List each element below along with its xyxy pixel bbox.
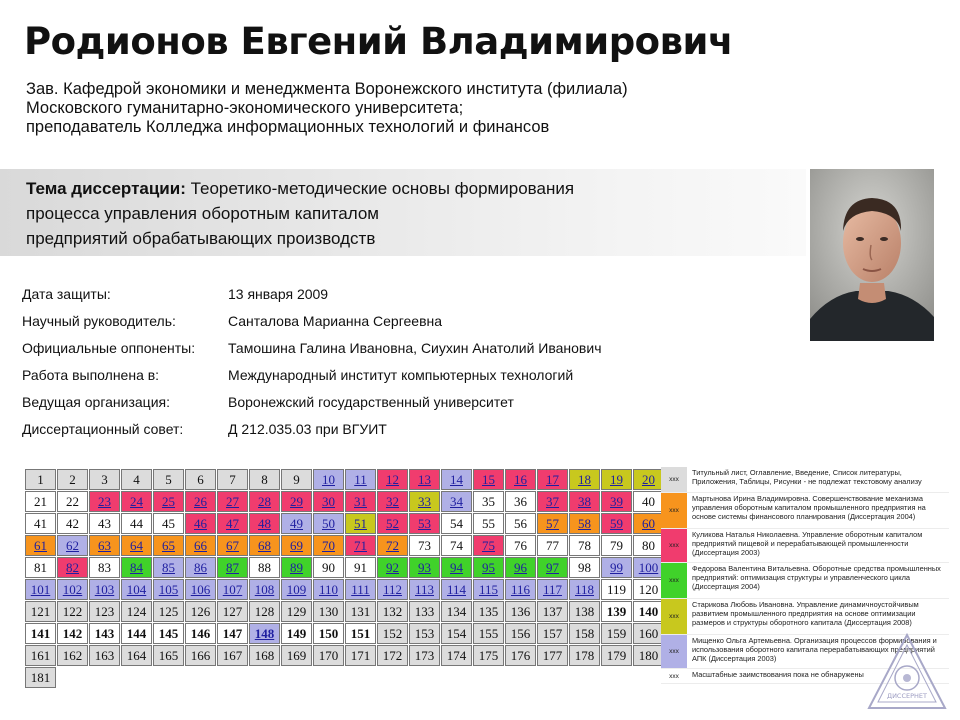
info-value: Международный институт компьютерных технологий (228, 367, 574, 383)
page-cell-22: 22 (57, 491, 88, 512)
topic-line: Теоретико-методические основы формирования (185, 179, 575, 198)
page-cell-21: 21 (25, 491, 56, 512)
legend-swatch: xxx (661, 563, 687, 598)
info-label: Работа выполнена в: (22, 367, 160, 383)
page-cell-138: 138 (569, 601, 600, 622)
page-cell-85[interactable]: 85 (153, 557, 184, 578)
page-cell-58[interactable]: 58 (569, 513, 600, 534)
page-cell-148[interactable]: 148 (249, 623, 280, 644)
page-cell-173: 173 (409, 645, 440, 666)
page-cell-43: 43 (89, 513, 120, 534)
page-cell-152: 152 (377, 623, 408, 644)
page-cell-44: 44 (121, 513, 152, 534)
legend-row (661, 467, 949, 493)
page-cell-16[interactable]: 16 (505, 469, 536, 490)
page-cell-73: 73 (409, 535, 440, 556)
page-cell-4: 4 (121, 469, 152, 490)
page-cell-104[interactable]: 104 (121, 579, 152, 600)
topic-label: Тема диссертации: (26, 179, 186, 198)
legend-text: Титульный лист, Оглавление, Введение, Список литературы, Приложения, Таблицы, Рисунки - не подлежат текстовому анализу (692, 468, 922, 486)
page-cell-100[interactable]: 100 (633, 557, 664, 578)
page-cell-168: 168 (249, 645, 280, 666)
page-cell-28[interactable]: 28 (249, 491, 280, 512)
legend-text: Куликова Наталья Николаевна. Управление оборотным капиталом предприятий пищевой и перерабатывающей промышленности (Диссертация 2003) (692, 530, 923, 557)
page-cell-19[interactable]: 19 (601, 469, 632, 490)
page-cell-1: 1 (25, 469, 56, 490)
page-cell-127: 127 (217, 601, 248, 622)
page-cell-42: 42 (57, 513, 88, 534)
info-label: Официальные оппоненты: (22, 340, 196, 356)
page-cell-178: 178 (569, 645, 600, 666)
page-cell-5: 5 (153, 469, 184, 490)
legend-row (661, 493, 949, 529)
page-cell-71[interactable]: 71 (345, 535, 376, 556)
page-cell-156: 156 (505, 623, 536, 644)
info-value: Д 212.035.03 при ВГУИТ (228, 421, 387, 437)
page-cell-126: 126 (185, 601, 216, 622)
page-cell-50[interactable]: 50 (313, 513, 344, 534)
page-cell-30[interactable]: 30 (313, 491, 344, 512)
page-cell-14[interactable]: 14 (441, 469, 472, 490)
page-cell-46[interactable]: 46 (185, 513, 216, 534)
page-cell-137: 137 (537, 601, 568, 622)
portrait-image (810, 169, 934, 341)
page-cell-72[interactable]: 72 (377, 535, 408, 556)
grid-row (25, 601, 664, 622)
page-cell-165: 165 (153, 645, 184, 666)
legend-swatch: xxx (661, 467, 687, 492)
page-cell-3: 3 (89, 469, 120, 490)
page-cell-114[interactable]: 114 (441, 579, 472, 600)
page-cell-112[interactable]: 112 (377, 579, 408, 600)
page-cell-105[interactable]: 105 (153, 579, 184, 600)
page-cell-177: 177 (537, 645, 568, 666)
page-cell-134: 134 (441, 601, 472, 622)
legend-text: Масштабные заимствования пока не обнаружены (692, 670, 864, 679)
page-cell-41: 41 (25, 513, 56, 534)
page-cell-147: 147 (217, 623, 248, 644)
page-cell-124: 124 (121, 601, 152, 622)
legend-swatch: xxx (661, 529, 687, 562)
page-cell-175: 175 (473, 645, 504, 666)
page-cell-23[interactable]: 23 (89, 491, 120, 512)
page-cell-144: 144 (121, 623, 152, 644)
info-value: Санталова Марианна Сергеевна (228, 313, 443, 329)
page-cell-103[interactable]: 103 (89, 579, 120, 600)
page-cell-88: 88 (249, 557, 280, 578)
page-cell-86[interactable]: 86 (185, 557, 216, 578)
page-cell-142: 142 (57, 623, 88, 644)
page-cell-130: 130 (313, 601, 344, 622)
page-cell-92[interactable]: 92 (377, 557, 408, 578)
position-line: Московского гуманитарно-экономического университета; (26, 99, 464, 117)
page-cell-119: 119 (601, 579, 632, 600)
page-cell-118[interactable]: 118 (569, 579, 600, 600)
page-cell-67[interactable]: 67 (217, 535, 248, 556)
page-cell-93[interactable]: 93 (409, 557, 440, 578)
page-cell-39[interactable]: 39 (601, 491, 632, 512)
page-cell-29[interactable]: 29 (281, 491, 312, 512)
page-cell-139: 139 (601, 601, 632, 622)
page-cell-145: 145 (153, 623, 184, 644)
page-cell-149: 149 (281, 623, 312, 644)
page-cell-143: 143 (89, 623, 120, 644)
page-cell-160: 160 (633, 623, 664, 644)
page-cell-146: 146 (185, 623, 216, 644)
position-line: Зав. Кафедрой экономики и менеджмента Воронежского института (филиала) (26, 80, 628, 98)
legend-swatch: xxx (661, 669, 687, 683)
legend-swatch: xxx (661, 493, 687, 528)
info-label: Научный руководитель: (22, 313, 176, 329)
person-name: Родионов Евгений Владимирович (24, 20, 733, 63)
page-cell-133: 133 (409, 601, 440, 622)
grid-row (25, 645, 664, 666)
legend-text: Старикова Любовь Ивановна. Управление динамичноустойчивым развитием промышленного предприятия на основе оптимизации размеров и структуры оборотного капитала (Диссертация 2008) (692, 600, 919, 627)
page-cell-180: 180 (633, 645, 664, 666)
page-cell-66[interactable]: 66 (185, 535, 216, 556)
page-cell-125: 125 (153, 601, 184, 622)
page-cell-116[interactable]: 116 (505, 579, 536, 600)
page-cell-13[interactable]: 13 (409, 469, 440, 490)
page-cell-97[interactable]: 97 (537, 557, 568, 578)
position-text (26, 80, 628, 137)
page-cell-55: 55 (473, 513, 504, 534)
position-line: преподаватель Колледжа информационных технологий и финансов (26, 118, 550, 136)
page-cell-113[interactable]: 113 (409, 579, 440, 600)
page-cell-128: 128 (249, 601, 280, 622)
grid-row (25, 557, 664, 578)
page-cell-123: 123 (89, 601, 120, 622)
page-cell-61[interactable]: 61 (25, 535, 56, 556)
legend-swatch: xxx (661, 635, 687, 668)
page-cell-166: 166 (185, 645, 216, 666)
page-cell-90: 90 (313, 557, 344, 578)
page-cell-26[interactable]: 26 (185, 491, 216, 512)
portrait-photo (810, 169, 934, 341)
page-cell-120: 120 (633, 579, 664, 600)
page-cell-57[interactable]: 57 (537, 513, 568, 534)
legend-text: Мищенко Ольга Артемьевна. Организация процессов формирования и использования оборотного капитала перерабатывающих предприятий АПК (Диссертация 2003) (692, 636, 937, 663)
page-cell-65[interactable]: 65 (153, 535, 184, 556)
page-cell-36: 36 (505, 491, 536, 512)
page-cell-38[interactable]: 38 (569, 491, 600, 512)
info-value: 13 января 2009 (228, 286, 329, 302)
page-cell-7: 7 (217, 469, 248, 490)
page-cell-136: 136 (505, 601, 536, 622)
page-cell-9: 9 (281, 469, 312, 490)
grid-row (25, 513, 664, 534)
page-cell-115[interactable]: 115 (473, 579, 504, 600)
page-cell-135: 135 (473, 601, 504, 622)
page-cell-78: 78 (569, 535, 600, 556)
page-cell-122: 122 (57, 601, 88, 622)
legend-row (661, 529, 949, 563)
page-cell-64[interactable]: 64 (121, 535, 152, 556)
page-cell-129: 129 (281, 601, 312, 622)
page-cell-179: 179 (601, 645, 632, 666)
page-cell-37[interactable]: 37 (537, 491, 568, 512)
page-cell-172: 172 (377, 645, 408, 666)
grid-row (25, 491, 664, 512)
page-cell-56: 56 (505, 513, 536, 534)
page-cell-10[interactable]: 10 (313, 469, 344, 490)
page-cell-176: 176 (505, 645, 536, 666)
page-cell-24[interactable]: 24 (121, 491, 152, 512)
page-cell-164: 164 (121, 645, 152, 666)
page-cell-69[interactable]: 69 (281, 535, 312, 556)
page-cell-8: 8 (249, 469, 280, 490)
page-cell-141: 141 (25, 623, 56, 644)
info-value: Воронежский государственный университет (228, 394, 514, 410)
legend-row (661, 563, 949, 599)
dissernet-stamp (866, 632, 948, 714)
page-cell-155: 155 (473, 623, 504, 644)
page-cell-99[interactable]: 99 (601, 557, 632, 578)
page-cell-54: 54 (441, 513, 472, 534)
page-cell-169: 169 (281, 645, 312, 666)
page-cell-75[interactable]: 75 (473, 535, 504, 556)
page-cell-45: 45 (153, 513, 184, 534)
page-cell-12[interactable]: 12 (377, 469, 408, 490)
stamp-text: ДИССЕРНЕТ (886, 692, 928, 700)
page-cell-150: 150 (313, 623, 344, 644)
page-cell-34[interactable]: 34 (441, 491, 472, 512)
page-cell-161: 161 (25, 645, 56, 666)
page-cell-108[interactable]: 108 (249, 579, 280, 600)
info-label: Диссертационный совет: (22, 421, 184, 437)
page-cell-121: 121 (25, 601, 56, 622)
page-cell-15[interactable]: 15 (473, 469, 504, 490)
info-value: Тамошина Галина Ивановна, Сиухин Анатолий Иванович (228, 340, 602, 356)
grid-row (25, 535, 664, 556)
page-cell-162: 162 (57, 645, 88, 666)
page-cell-131: 131 (345, 601, 376, 622)
topic-line: процесса управления оборотным капиталом (26, 204, 379, 223)
page-cell-140: 140 (633, 601, 664, 622)
page-cell-49[interactable]: 49 (281, 513, 312, 534)
page-cell-89[interactable]: 89 (281, 557, 312, 578)
page-cell-106[interactable]: 106 (185, 579, 216, 600)
page-cell-53[interactable]: 53 (409, 513, 440, 534)
page-cell-11[interactable]: 11 (345, 469, 376, 490)
page-cell-151: 151 (345, 623, 376, 644)
stamp-logo (866, 632, 948, 714)
topic-line: предприятий обрабатывающих производств (26, 229, 376, 248)
page-cell-181: 181 (25, 667, 56, 688)
page-cell-110[interactable]: 110 (313, 579, 344, 600)
page-cell-153: 153 (409, 623, 440, 644)
page-cell-111[interactable]: 111 (345, 579, 376, 600)
legend-row (661, 599, 949, 635)
page-cell-82[interactable]: 82 (57, 557, 88, 578)
page-cell-47[interactable]: 47 (217, 513, 248, 534)
page-cell-32[interactable]: 32 (377, 491, 408, 512)
page-cell-33[interactable]: 33 (409, 491, 440, 512)
page-cell-98: 98 (569, 557, 600, 578)
page-cell-170: 170 (313, 645, 344, 666)
page-cell-25[interactable]: 25 (153, 491, 184, 512)
page-cell-159: 159 (601, 623, 632, 644)
legend-swatch: xxx (661, 599, 687, 634)
page-cell-163: 163 (89, 645, 120, 666)
page-cell-171: 171 (345, 645, 376, 666)
page-cell-101[interactable]: 101 (25, 579, 56, 600)
page-cell-174: 174 (441, 645, 472, 666)
page-cell-48[interactable]: 48 (249, 513, 280, 534)
page-cell-117[interactable]: 117 (537, 579, 568, 600)
page-cell-132: 132 (377, 601, 408, 622)
dissertation-topic (26, 176, 574, 251)
page-cell-31[interactable]: 31 (345, 491, 376, 512)
page-cell-63[interactable]: 63 (89, 535, 120, 556)
page-cell-102[interactable]: 102 (57, 579, 88, 600)
page-cell-83: 83 (89, 557, 120, 578)
page-cell-74: 74 (441, 535, 472, 556)
page-cell-94[interactable]: 94 (441, 557, 472, 578)
page-cell-27[interactable]: 27 (217, 491, 248, 512)
page-cell-20[interactable]: 20 (633, 469, 664, 490)
page-cell-40: 40 (633, 491, 664, 512)
page-cell-154: 154 (441, 623, 472, 644)
page-cell-76: 76 (505, 535, 536, 556)
page-cell-96[interactable]: 96 (505, 557, 536, 578)
info-label: Ведущая организация: (22, 394, 170, 410)
legend-text: Федорова Валентина Витальевна. Оборотные средства промышленных предприятий: оптимизация структуры и управленческого цикла (Диссертация 2004) (692, 564, 941, 591)
page-cell-59[interactable]: 59 (601, 513, 632, 534)
page-cell-52[interactable]: 52 (377, 513, 408, 534)
page-cell-80: 80 (633, 535, 664, 556)
grid-row (25, 579, 664, 600)
page-cell-2: 2 (57, 469, 88, 490)
page-cell-91: 91 (345, 557, 376, 578)
page-cell-109[interactable]: 109 (281, 579, 312, 600)
page-cell-157: 157 (537, 623, 568, 644)
page-cell-51[interactable]: 51 (345, 513, 376, 534)
page-cell-17[interactable]: 17 (537, 469, 568, 490)
grid-row (25, 667, 664, 688)
page-cell-87[interactable]: 87 (217, 557, 248, 578)
page-cell-167: 167 (217, 645, 248, 666)
page-cell-77: 77 (537, 535, 568, 556)
page-cell-95[interactable]: 95 (473, 557, 504, 578)
page-cell-84[interactable]: 84 (121, 557, 152, 578)
legend-text: Мартынова Ирина Владимировна. Совершенствование механизма управления оборотным капиталом промышленного предприятия на основе системы финансового планирования (Диссертация 2004) (692, 494, 926, 521)
page-cell-158: 158 (569, 623, 600, 644)
page-cell-79: 79 (601, 535, 632, 556)
page-cell-68[interactable]: 68 (249, 535, 280, 556)
page-cell-81: 81 (25, 557, 56, 578)
grid-row (25, 469, 664, 490)
page-cell-70[interactable]: 70 (313, 535, 344, 556)
page-cell-60[interactable]: 60 (633, 513, 664, 534)
page-cell-107[interactable]: 107 (217, 579, 248, 600)
page-cell-6: 6 (185, 469, 216, 490)
page-cell-62[interactable]: 62 (57, 535, 88, 556)
page-cell-18[interactable]: 18 (569, 469, 600, 490)
page-grid (24, 468, 665, 689)
grid-row (25, 623, 664, 644)
page-cell-35: 35 (473, 491, 504, 512)
info-label: Дата защиты: (22, 286, 111, 302)
